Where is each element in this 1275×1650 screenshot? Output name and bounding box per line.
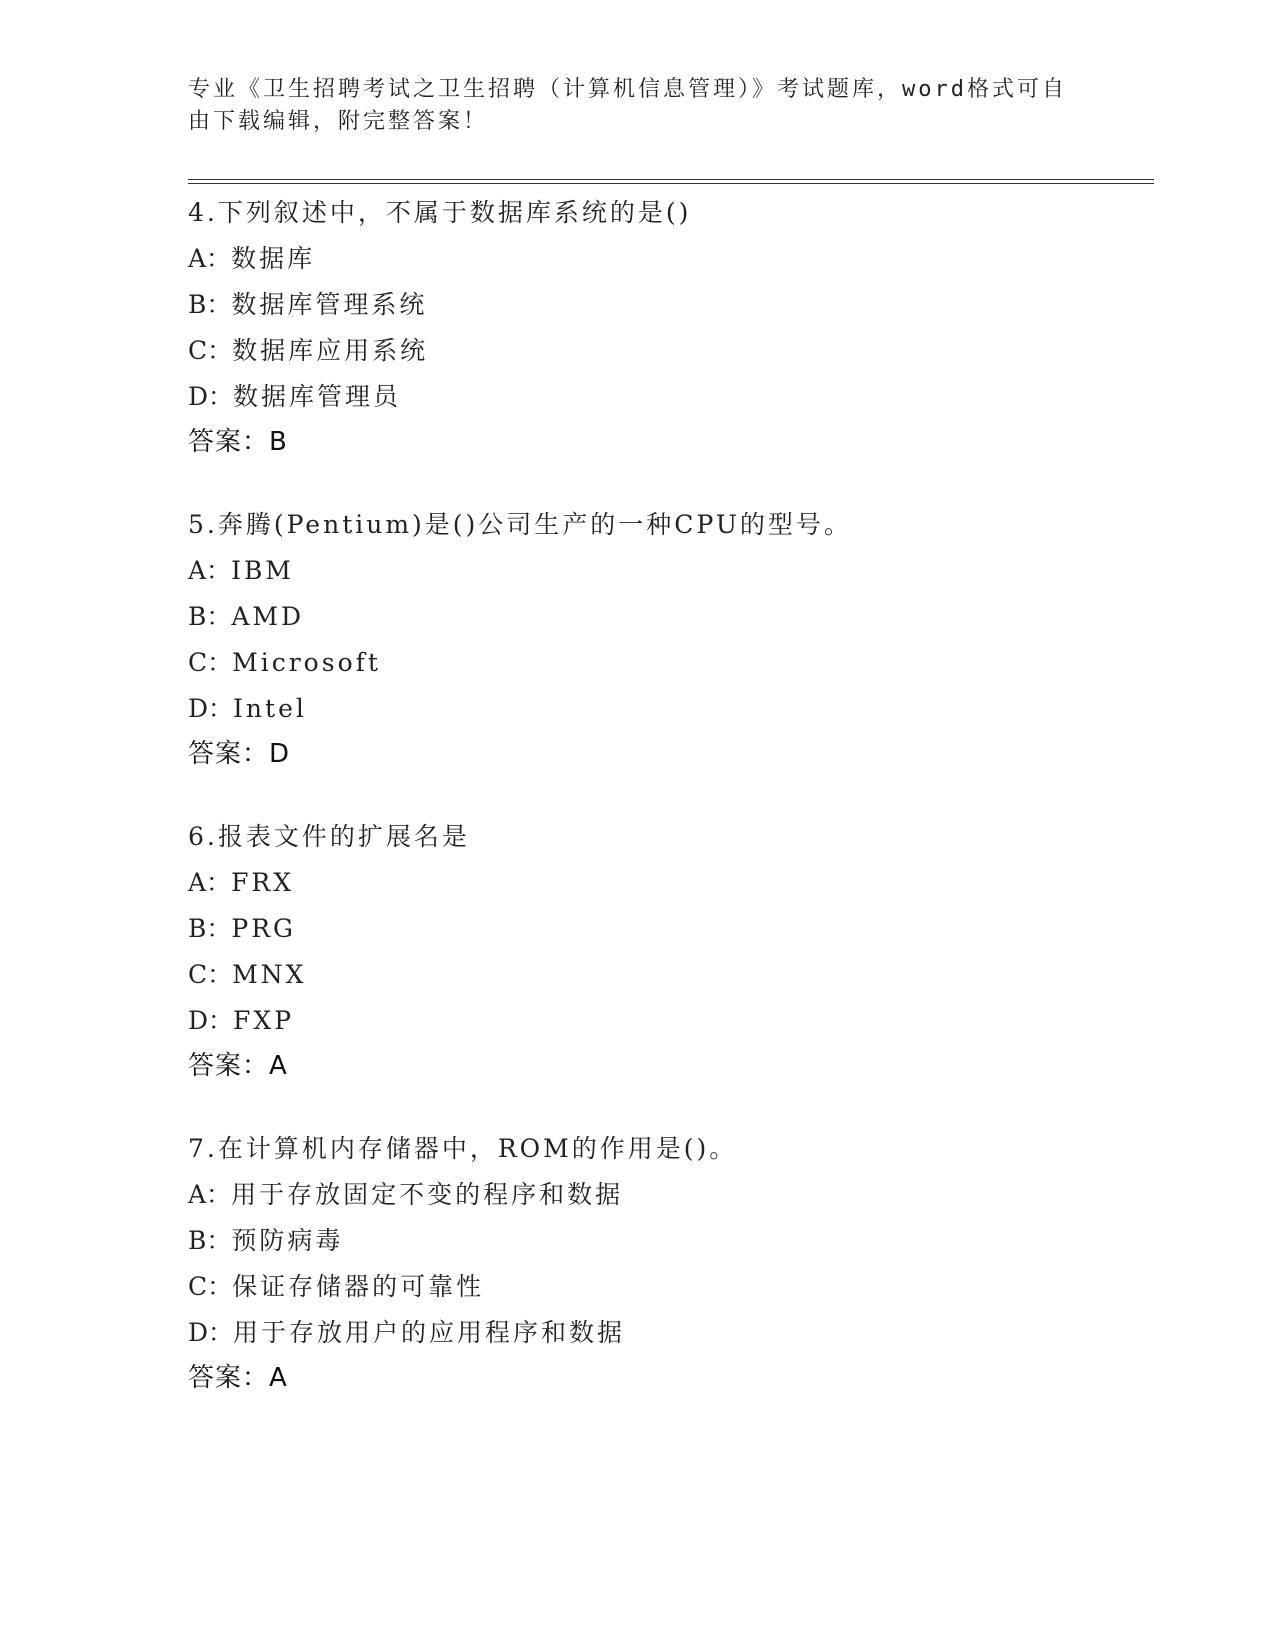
option-label: C： (188, 648, 233, 677)
option-text: 数据库应用系统 (232, 336, 429, 365)
option-text: 用于存放用户的应用程序和数据 (233, 1318, 626, 1347)
option-label: B： (188, 602, 232, 631)
document-header (188, 74, 1068, 138)
option-text: Microsoft (232, 648, 381, 677)
option-b (188, 594, 1138, 640)
option-label: A： (188, 244, 232, 273)
option-text: AMD (231, 602, 305, 631)
option-label: A： (188, 556, 232, 585)
option-text: IBM (231, 556, 294, 585)
question-stem: 7.在计算机内存储器中，ROM的作用是()。 (188, 1134, 738, 1163)
header-line-2: 由下载编辑，附完整答案！ (188, 109, 489, 134)
option-c (188, 328, 1138, 374)
answer-line: 答案：A (188, 1051, 288, 1081)
option-c (188, 1264, 1138, 1310)
answer-line: 答案：B (188, 427, 288, 457)
option-text: 数据库管理系统 (231, 290, 428, 319)
option-label: D： (188, 1318, 234, 1347)
option-label: D： (188, 382, 234, 411)
question-6 (188, 814, 1138, 1088)
option-label: B： (188, 914, 232, 943)
option-label: D： (188, 1006, 234, 1035)
option-b (188, 906, 1138, 952)
question-stem: 4.下列叙述中，不属于数据库系统的是() (188, 198, 692, 227)
header-divider-bottom (188, 183, 1154, 184)
option-b (188, 1218, 1138, 1264)
option-text: MNX (232, 960, 307, 989)
option-b (188, 282, 1138, 328)
option-label: C： (188, 1272, 233, 1301)
option-d (188, 998, 1138, 1044)
option-text: PRG (231, 914, 296, 943)
option-text: FXP (233, 1006, 295, 1035)
option-c (188, 640, 1138, 686)
option-d (188, 686, 1138, 732)
option-d (188, 1310, 1138, 1356)
answer-line: 答案：A (188, 1363, 288, 1393)
option-label: C： (188, 960, 233, 989)
question-list (188, 190, 1138, 1400)
option-text: 数据库 (231, 244, 316, 273)
option-a (188, 860, 1138, 906)
option-text: 数据库管理员 (233, 382, 402, 411)
question-stem: 6.报表文件的扩展名是 (188, 822, 470, 851)
question-7 (188, 1126, 1138, 1400)
answer-line: 答案：D (188, 739, 291, 769)
option-label: D： (188, 694, 234, 723)
option-label: B： (188, 1226, 232, 1255)
option-a (188, 548, 1138, 594)
option-label: B： (188, 290, 232, 319)
option-label: A： (188, 1180, 232, 1209)
option-a (188, 1172, 1138, 1218)
option-text: 预防病毒 (231, 1226, 344, 1255)
header-line-1: 专业《卫生招聘考试之卫生招聘（计算机信息管理）》考试题库，word格式可自 (188, 77, 1067, 102)
option-d (188, 374, 1138, 420)
option-text: FRX (231, 868, 295, 897)
header-divider-top (188, 179, 1154, 180)
question-stem: 5.奔腾(Pentium)是()公司生产的一种CPU的型号。 (188, 510, 852, 539)
option-text: 保证存储器的可靠性 (232, 1272, 485, 1301)
option-label: C： (188, 336, 233, 365)
option-c (188, 952, 1138, 998)
option-label: A： (188, 868, 232, 897)
option-text: 用于存放固定不变的程序和数据 (231, 1180, 624, 1209)
question-5 (188, 502, 1138, 776)
option-text: Intel (233, 694, 307, 723)
option-a (188, 236, 1138, 282)
question-4 (188, 190, 1138, 464)
